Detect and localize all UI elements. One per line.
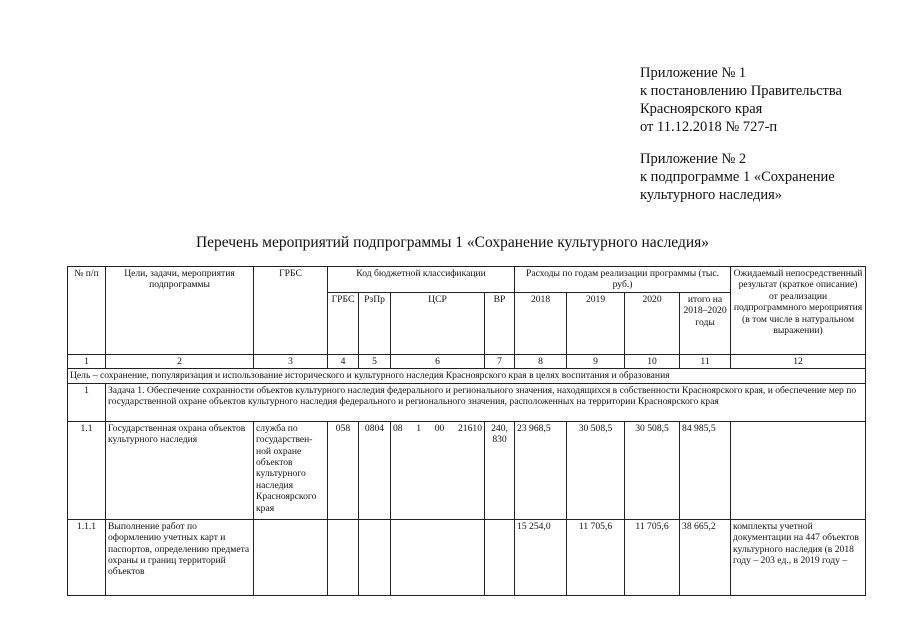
appendix-2-line: культурного наследия» — [640, 187, 783, 203]
task-num: 1 — [68, 383, 106, 421]
row-1-1-grbs: 058 — [328, 421, 359, 519]
column-number: 12 — [731, 355, 866, 369]
column-number: 3 — [254, 355, 328, 369]
appendix-2-line: к подпрограмме 1 «Сохранение — [640, 169, 835, 185]
row-1-1-grbs-name: служба по государствен-ной охране объектов культурного наследия Красноярского края — [254, 421, 328, 519]
row-1-1-1-result: комплекты учетной документации на 447 объектов культурного наследия (в 2018 году – 203 ед., в 2019 году – — [731, 519, 866, 595]
subheader-2018: 2018 — [515, 293, 567, 355]
header-budget-code: Код бюджетной классификации — [328, 267, 515, 293]
csr-part: 08 — [393, 422, 403, 434]
row-1-1-1-2018: 15 254,0 — [515, 519, 567, 595]
appendix-1-line: Красноярского края — [640, 101, 763, 117]
activities-table — [67, 266, 866, 596]
header-num: № п/п — [68, 267, 106, 355]
csr-part: 21610 — [458, 422, 482, 434]
header-goals: Цели, задачи, мероприятия подпрограммы — [106, 267, 254, 355]
document-title: Перечень мероприятий подпрограммы 1 «Сохранение культурного наследия» — [195, 234, 710, 251]
row-1-1-name: Государственная охрана объектов культурного наследия — [106, 421, 254, 519]
row-1-1-2018: 23 968,5 — [515, 421, 567, 519]
goal-row: Цель – сохранение, популяризация и использование исторического и культурного наследия Красноярского края в целях воспитания и образования — [68, 369, 866, 383]
task-text: Задача 1. Обеспечение сохранности объектов культурного наследия федерального и регионального значения, находящихся в собственности Красноярского края, и обеспечение мер по государственной охране объектов культурного наследия федерального и регионального значения, расположенных на территории Красноярского края — [106, 383, 866, 421]
column-number: 5 — [359, 355, 391, 369]
subheader-csr: ЦСР — [391, 293, 485, 355]
column-number: 9 — [567, 355, 625, 369]
row-1-1-1-grbs-name — [254, 519, 328, 595]
appendix-2-line: Приложение № 2 — [640, 151, 747, 167]
row-1-1-csr — [391, 421, 485, 519]
row-1-1-1-num: 1.1.1 — [68, 519, 106, 595]
column-number: 2 — [106, 355, 254, 369]
appendix-1-line: Приложение № 1 — [640, 65, 747, 81]
csr-part: 00 — [434, 422, 445, 434]
subheader-vr: ВР — [485, 293, 515, 355]
subheader-rzpr: РзПр — [359, 293, 391, 355]
csr-part: 1 — [416, 422, 422, 434]
row-1-1-vr: 240, 830 — [485, 421, 515, 519]
row-1-1-1-rzpr — [359, 519, 391, 595]
row-1-1-1-csr — [391, 519, 485, 595]
row-1-1-1-total: 38 665,2 — [680, 519, 731, 595]
row-1-1-2020: 30 508,5 — [625, 421, 680, 519]
header-grbs: ГРБС — [254, 267, 328, 355]
row-1-1-2019: 30 508,5 — [567, 421, 625, 519]
row-1-1-num: 1.1 — [68, 421, 106, 519]
header-expenses: Расходы по годам реализации программы (тыс. руб.) — [515, 267, 731, 293]
subheader-grbs: ГРБС — [328, 293, 359, 355]
column-number: 6 — [391, 355, 485, 369]
column-number: 1 — [68, 355, 106, 369]
row-1-1-1-grbs — [328, 519, 359, 595]
row-1-1-1-2019: 11 705,6 — [567, 519, 625, 595]
subheader-2019: 2019 — [567, 293, 625, 355]
appendix-1-block — [640, 64, 842, 136]
column-number: 11 — [680, 355, 731, 369]
column-number: 4 — [328, 355, 359, 369]
row-1-1-1-2020: 11 705,6 — [625, 519, 680, 595]
column-number: 8 — [515, 355, 567, 369]
appendix-2-block — [640, 150, 835, 204]
row-1-1-1-vr — [485, 519, 515, 595]
row-1-1-total: 84 985,5 — [680, 421, 731, 519]
column-number: 7 — [485, 355, 515, 369]
subheader-total: итого на 2018–2020 годы — [680, 293, 731, 355]
column-number: 10 — [625, 355, 680, 369]
appendix-1-line: от 11.12.2018 № 727-п — [640, 119, 778, 135]
row-1-1-result — [731, 421, 866, 519]
row-1-1-rzpr: 0804 — [359, 421, 391, 519]
header-result: Ожидаемый непосредственный результат (краткое описание) от реализации подпрограммного мероприятия (в том числе в натуральном выражении) — [731, 267, 866, 355]
subheader-2020: 2020 — [625, 293, 680, 355]
appendix-1-line: к постановлению Правительства — [640, 83, 842, 99]
row-1-1-1-name: Выполнение работ по оформлению учетных карт и паспортов, определению предмета охраны и границ территорий объектов — [106, 519, 254, 595]
